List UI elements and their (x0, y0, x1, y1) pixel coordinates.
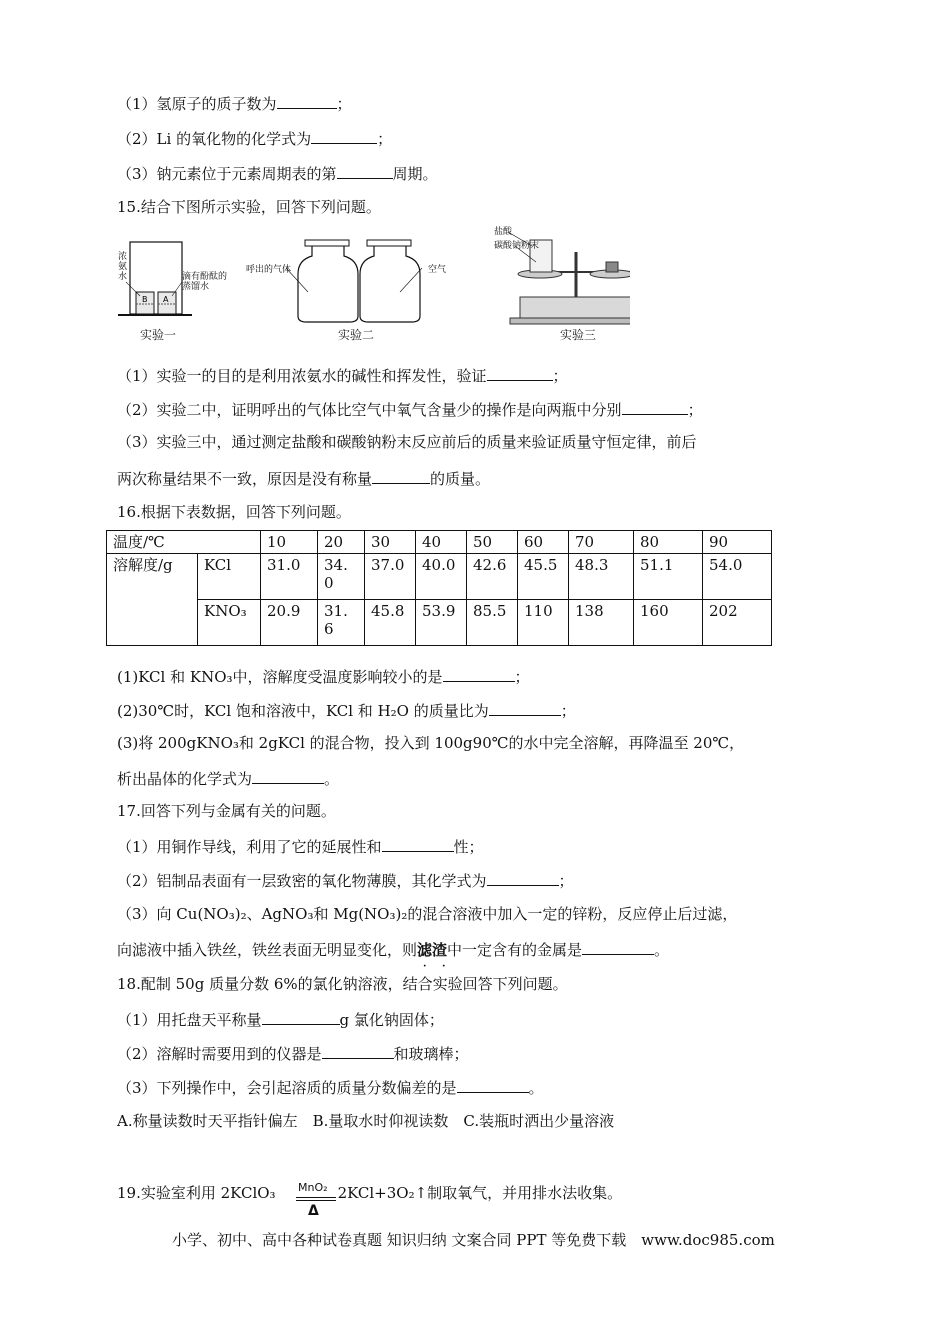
temp-cell: 60 (518, 531, 569, 554)
answer-blank[interactable] (622, 398, 688, 415)
experiment2-bottles (286, 240, 422, 322)
experiment1-apparatus (118, 242, 192, 315)
kcl-cell: 42.6 (467, 554, 518, 600)
q17-line2: （2）铝制品表面有一层致密的氧化物薄膜，其化学式为 ； (117, 869, 574, 891)
answer-blank[interactable] (382, 835, 454, 852)
q18-line2: （2）溶解时需要用到的仪器是 和玻璃棒； (117, 1042, 469, 1064)
label-a: A (163, 295, 169, 304)
kno3-label: KNO₃ (198, 600, 261, 646)
caption-experiment2: 实验二 (338, 328, 375, 342)
temp-cell: 40 (416, 531, 467, 554)
q18-options: A.称量读数时天平指针偏左 B.量取水时仰视读数 C.装瓶时洒出少量溶液 (117, 1112, 615, 1130)
solubility-table (106, 530, 772, 646)
kcl-cell: 37.0 (365, 554, 416, 600)
temp-cell: 10 (261, 531, 318, 554)
label-concentrated-ammonia: 浓 氨 水 (118, 252, 128, 282)
kcl-cell: 40.0 (416, 554, 467, 600)
answer-blank[interactable] (487, 869, 559, 886)
q16-line3a: (3)将 200gKNO₃和 2gKCl 的混合物，投入到 100g90℃的水中完全溶解，再降温至 20℃， (117, 734, 745, 752)
q14-line2: （2）Li 的氧化物的化学式为 ； (117, 127, 392, 149)
answer-blank[interactable] (322, 1042, 394, 1059)
kcl-cell: 34. 0 (318, 554, 365, 600)
temp-header: 温度/℃ (107, 531, 261, 554)
q18-title: 18.配制 50g 质量分数 6%的氯化钠溶液，结合实验回答下列问题。 (117, 975, 568, 993)
q18-line3: （3）下列操作中，会引起溶质的质量分数偏差的是 。 (117, 1076, 544, 1098)
q16-line1: (1)KCl 和 KNO₃中，溶解度受温度影响较小的是 ； (117, 665, 530, 687)
kcl-cell: 54.0 (703, 554, 772, 600)
kno3-cell: 110 (518, 600, 569, 646)
answer-blank[interactable] (252, 767, 324, 784)
table-row (107, 554, 772, 600)
temp-cell: 80 (634, 531, 703, 554)
answer-blank[interactable] (489, 699, 561, 716)
kno3-cell: 85.5 (467, 600, 518, 646)
q16-title: 16.根据下表数据，回答下列问题。 (117, 503, 351, 521)
emphasis-filter-residue: 滤渣 · · (417, 941, 447, 959)
answer-blank[interactable] (277, 92, 337, 109)
kcl-label: KCl (198, 554, 261, 600)
label-sodium-carbonate: 碳酸钠粉末 (494, 241, 540, 251)
reaction-condition (296, 1179, 338, 1221)
q18-line1: （1）用托盘天平称量 g 氯化钠固体； (117, 1008, 444, 1030)
q17-line1: （1）用铜作导线，利用了它的延展性和 性； (117, 835, 484, 857)
label-air: 空气 (428, 265, 447, 275)
answer-blank[interactable] (457, 1076, 529, 1093)
temp-cell: 70 (569, 531, 634, 554)
answer-blank[interactable] (337, 162, 393, 179)
temp-cell: 50 (467, 531, 518, 554)
answer-blank[interactable] (372, 467, 430, 484)
q16-line3b: 析出晶体的化学式为 。 (117, 767, 339, 789)
kcl-cell: 31.0 (261, 554, 318, 600)
kno3-cell: 138 (569, 600, 634, 646)
kcl-cell: 45.5 (518, 554, 569, 600)
q15-line3b: 两次称量结果不一致，原因是没有称量 的质量。 (117, 467, 490, 489)
experiment-figure (110, 222, 630, 347)
temp-cell: 20 (318, 531, 365, 554)
q15-line1: （1）实验一的目的是利用浓氨水的碱性和挥发性，验证 ； (117, 364, 568, 386)
q15-line3a: （3）实验三中，通过测定盐酸和碳酸钠粉末反应前后的质量来验证质量守恒定律，前后 (117, 433, 697, 451)
q14-line1: （1）氢原子的质子数为 ； (117, 92, 352, 114)
catalyst-label: MnO₂ (298, 1181, 328, 1194)
answer-blank[interactable] (262, 1008, 340, 1025)
label-phenolphthalein-water: 滴有酚酞的蒸馏水 (182, 272, 228, 292)
table-row (107, 600, 772, 646)
kno3-cell: 20.9 (261, 600, 318, 646)
caption-experiment3: 实验三 (560, 328, 597, 342)
label-hydrochloric-acid: 盐酸 (494, 227, 513, 237)
label-exhaled-gas: 呼出的气体 (246, 265, 292, 275)
kcl-cell: 48.3 (569, 554, 634, 600)
q15-line2: （2）实验二中，证明呼出的气体比空气中氧气含量少的操作是向两瓶中分别 ； (117, 398, 703, 420)
answer-blank[interactable] (582, 938, 654, 955)
page-footer: 小学、初中、高中各种试卷真题 知识归纳 文案合同 PPT 等免费下载 www.doc985.com (172, 1231, 775, 1249)
q16-line2: (2)30℃时，KCl 饱和溶液中，KCl 和 H₂O 的质量比为 ； (117, 699, 576, 721)
q14-line3: （3）钠元素位于元素周期表的第 周期。 (117, 162, 438, 184)
kno3-cell: 202 (703, 600, 772, 646)
answer-blank[interactable] (487, 364, 553, 381)
caption-experiment1: 实验一 (140, 328, 177, 342)
kno3-cell: 45.8 (365, 600, 416, 646)
kno3-cell: 53.9 (416, 600, 467, 646)
label-b: B (142, 295, 148, 304)
q15-title: 15.结合下图所示实验，回答下列问题。 (117, 198, 381, 216)
q17-line3a: （3）向 Cu(NO₃)₂、AgNO₃和 Mg(NO₃)₂的混合溶液中加入一定的锌粉，反应停止后过滤， (117, 905, 738, 923)
kno3-cell: 31. 6 (318, 600, 365, 646)
kcl-cell: 51.1 (634, 554, 703, 600)
table-row (107, 531, 772, 554)
q19-line: 19.实验室利用 2KClO₃ 2KCl+3O₂↑制取氧气，并用排水法收集。 (117, 1184, 623, 1202)
kno3-cell: 160 (634, 600, 703, 646)
temp-cell: 90 (703, 531, 772, 554)
answer-blank[interactable] (443, 665, 515, 682)
q17-title: 17.回答下列与金属有关的问题。 (117, 802, 336, 820)
temp-cell: 30 (365, 531, 416, 554)
q17-line3b: 向滤液中插入铁丝，铁丝表面无明显变化，则滤渣 · ·中一定含有的金属是 。 (117, 938, 669, 960)
answer-blank[interactable] (311, 127, 377, 144)
heat-symbol: Δ (308, 1203, 319, 1219)
solubility-header: 溶解度/g (107, 554, 198, 646)
